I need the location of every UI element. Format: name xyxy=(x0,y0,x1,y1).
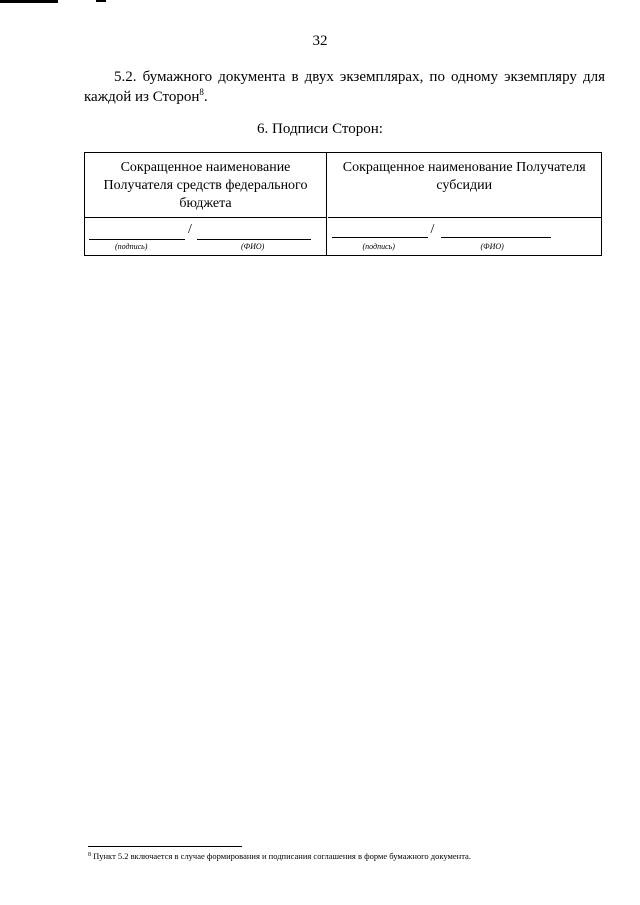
separator-slash: / xyxy=(430,222,435,237)
scan-corner-mark xyxy=(0,0,58,3)
clause-end: . xyxy=(203,89,208,105)
right-party-name: Сокращенное наименование Получателя субсидии xyxy=(342,160,586,193)
row-divider xyxy=(328,217,602,218)
footnote-rule xyxy=(88,846,242,847)
separator-slash: / xyxy=(188,222,192,237)
signature-column-right xyxy=(328,153,602,255)
name-label: (ФИО) xyxy=(241,242,265,251)
signature-column-left xyxy=(85,153,327,255)
page-number: 32 xyxy=(312,33,328,49)
clause-text: 5.2. бумажного документа в двух экземплярах, по одному экземпляру для каждой из Сторон xyxy=(84,69,605,105)
name-line xyxy=(441,237,551,238)
section-heading: 6. Подписи Сторон: xyxy=(257,121,383,137)
left-party-name: Сокращенное наименование Получателя средств федерального бюджета xyxy=(103,160,308,211)
footnote-reference[interactable]: 8 xyxy=(199,87,204,97)
clause-paragraph xyxy=(84,67,605,107)
footnote-text: Пункт 5.2 включается в случае формирования и подписания соглашения в форме бумажного документа. xyxy=(91,851,471,861)
footnote-marker: 8 xyxy=(88,852,91,858)
scan-corner-tick xyxy=(96,0,106,2)
name-label: (ФИО) xyxy=(480,242,504,251)
footnote xyxy=(88,851,471,861)
name-line xyxy=(197,239,311,240)
row-divider xyxy=(85,217,326,218)
signature-label: (подпись) xyxy=(115,242,148,251)
signature-line xyxy=(89,239,185,240)
signature-line xyxy=(332,237,428,238)
signature-table xyxy=(84,152,602,256)
signature-label: (подпись) xyxy=(362,242,395,251)
